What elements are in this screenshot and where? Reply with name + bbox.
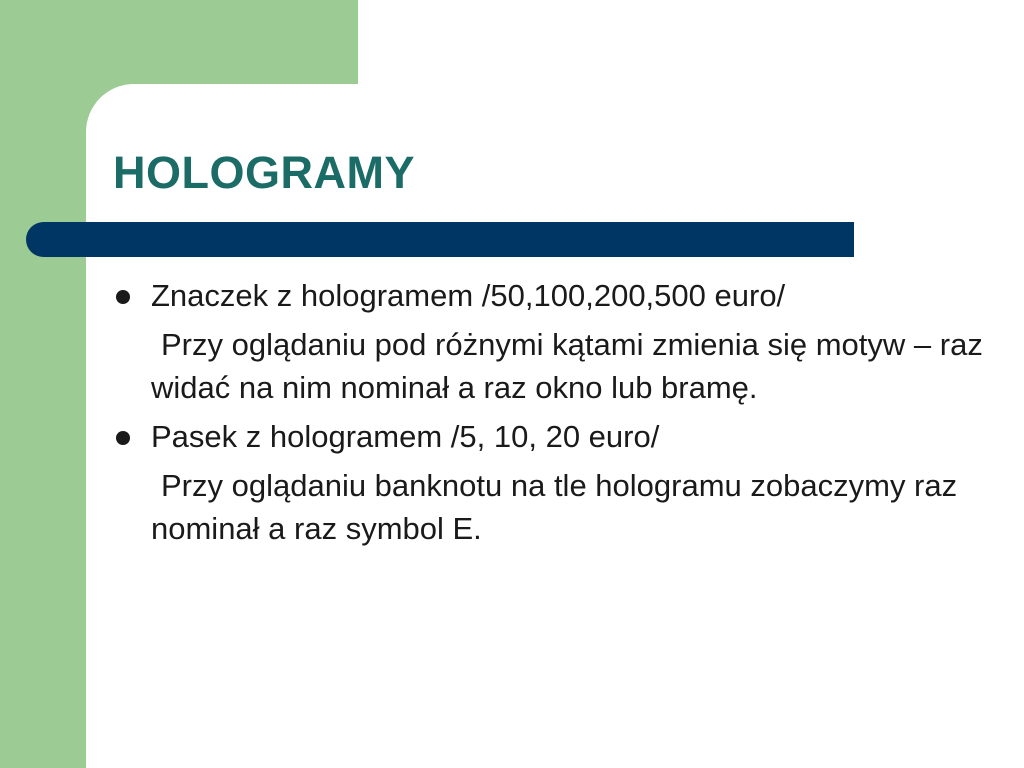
bullet-description: Przy oglądaniu pod różnymi kątami zmienia się motyw – raz widać na nim nominał a raz okno lub bramę. xyxy=(151,327,983,405)
bullet-text: Pasek z hologramem /5, 10, 20 euro/ xyxy=(151,419,660,454)
bullet-item xyxy=(113,272,993,320)
slide-body xyxy=(113,272,993,554)
bullet-description: Przy oglądaniu banknotu na tle hologramu zobaczymy raz nominał a raz symbol E. xyxy=(151,468,958,546)
bullet-dot-icon xyxy=(116,290,130,304)
title-divider-bar xyxy=(26,222,854,257)
slide-title: HOLOGRAMY xyxy=(113,147,415,198)
bullet-text: Znaczek z hologramem /50,100,200,500 euro/ xyxy=(151,278,786,313)
bullet-item xyxy=(113,413,993,461)
bullet-dot-icon xyxy=(116,431,130,445)
